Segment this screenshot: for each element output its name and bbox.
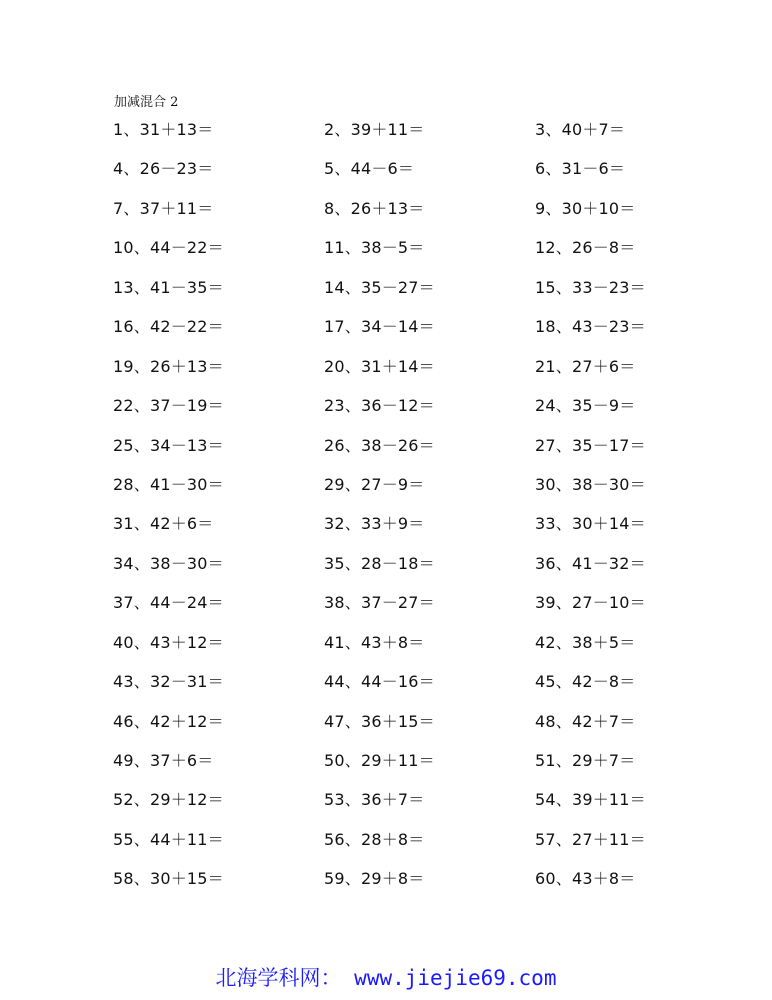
problem-item: 12、26－8＝ xyxy=(535,238,636,258)
problem-item: 39、27－10＝ xyxy=(535,593,646,613)
problem-item: 10、44－22＝ xyxy=(113,238,224,258)
problem-item: 9、30＋10＝ xyxy=(535,198,636,218)
problem-item: 47、36＋15＝ xyxy=(324,711,435,731)
problem-item: 31、42＋6＝ xyxy=(113,514,214,534)
problem-item: 52、29＋12＝ xyxy=(113,790,224,810)
problem-item: 48、42＋7＝ xyxy=(535,711,636,731)
problem-item: 6、31－6＝ xyxy=(535,159,626,179)
problem-item: 1、31＋13＝ xyxy=(113,120,214,139)
problem-item: 34、38－30＝ xyxy=(113,553,224,573)
footer-link-text: 北海学科网： www.jiejie69.com xyxy=(215,966,557,990)
problem-item: 56、28＋8＝ xyxy=(324,829,425,849)
problem-item: 19、26＋13＝ xyxy=(113,356,224,376)
problem-item: 22、37－19＝ xyxy=(113,396,224,416)
problem-item: 16、42－22＝ xyxy=(113,317,224,337)
problem-item: 14、35－27＝ xyxy=(324,277,435,297)
problem-item: 18、43－23＝ xyxy=(535,317,646,337)
problem-item: 60、43＋8＝ xyxy=(535,869,636,889)
problem-item: 3、40＋7＝ xyxy=(535,120,626,139)
problem-item: 59、29＋8＝ xyxy=(324,869,425,889)
problem-item: 23、36－12＝ xyxy=(324,396,435,416)
problem-grid xyxy=(113,115,673,904)
problem-item: 28、41－30＝ xyxy=(113,474,224,494)
problem-item: 5、44－6＝ xyxy=(324,159,415,179)
problem-item: 30、38－30＝ xyxy=(535,474,646,494)
problem-item: 37、44－24＝ xyxy=(113,593,224,613)
problem-item: 25、34－13＝ xyxy=(113,435,224,455)
problem-item: 35、28－18＝ xyxy=(324,553,435,573)
problem-item: 40、43＋12＝ xyxy=(113,632,224,652)
problem-item: 50、29＋11＝ xyxy=(324,751,435,770)
problem-item: 58、30＋15＝ xyxy=(113,869,224,889)
problem-item: 43、32－31＝ xyxy=(113,672,224,692)
problem-item: 36、41－32＝ xyxy=(535,553,646,573)
problem-item: 38、37－27＝ xyxy=(324,593,435,613)
problem-item: 41、43＋8＝ xyxy=(324,632,425,652)
problem-item: 33、30＋14＝ xyxy=(535,514,646,534)
problem-item: 57、27＋11＝ xyxy=(535,829,646,849)
problem-item: 32、33＋9＝ xyxy=(324,514,425,534)
problem-item: 53、36＋7＝ xyxy=(324,790,425,810)
problem-item: 42、38＋5＝ xyxy=(535,632,636,652)
problem-item: 54、39＋11＝ xyxy=(535,790,646,810)
problem-item: 15、33－23＝ xyxy=(535,277,646,297)
problem-item: 11、38－5＝ xyxy=(324,238,425,258)
page-title: 加减混合 2 xyxy=(114,95,179,110)
problem-item: 29、27－9＝ xyxy=(324,474,425,494)
problem-item: 4、26－23＝ xyxy=(113,159,214,179)
problem-item: 21、27＋6＝ xyxy=(535,356,636,376)
problem-item: 26、38－26＝ xyxy=(324,435,435,455)
problem-item: 7、37＋11＝ xyxy=(113,198,214,218)
problem-item: 46、42＋12＝ xyxy=(113,711,224,731)
problem-item: 45、42－8＝ xyxy=(535,672,636,692)
problem-item: 24、35－9＝ xyxy=(535,396,636,416)
problem-item: 20、31＋14＝ xyxy=(324,356,435,376)
problem-item: 44、44－16＝ xyxy=(324,672,435,692)
problem-item: 49、37＋6＝ xyxy=(113,751,214,770)
problem-item: 13、41－35＝ xyxy=(113,277,224,297)
problem-item: 8、26＋13＝ xyxy=(324,198,425,218)
problem-item: 55、44＋11＝ xyxy=(113,829,224,849)
problem-item: 27、35－17＝ xyxy=(535,435,646,455)
problem-item: 17、34－14＝ xyxy=(324,317,435,337)
problem-item: 51、29＋7＝ xyxy=(535,751,636,770)
problem-item: 2、39＋11＝ xyxy=(324,120,425,139)
